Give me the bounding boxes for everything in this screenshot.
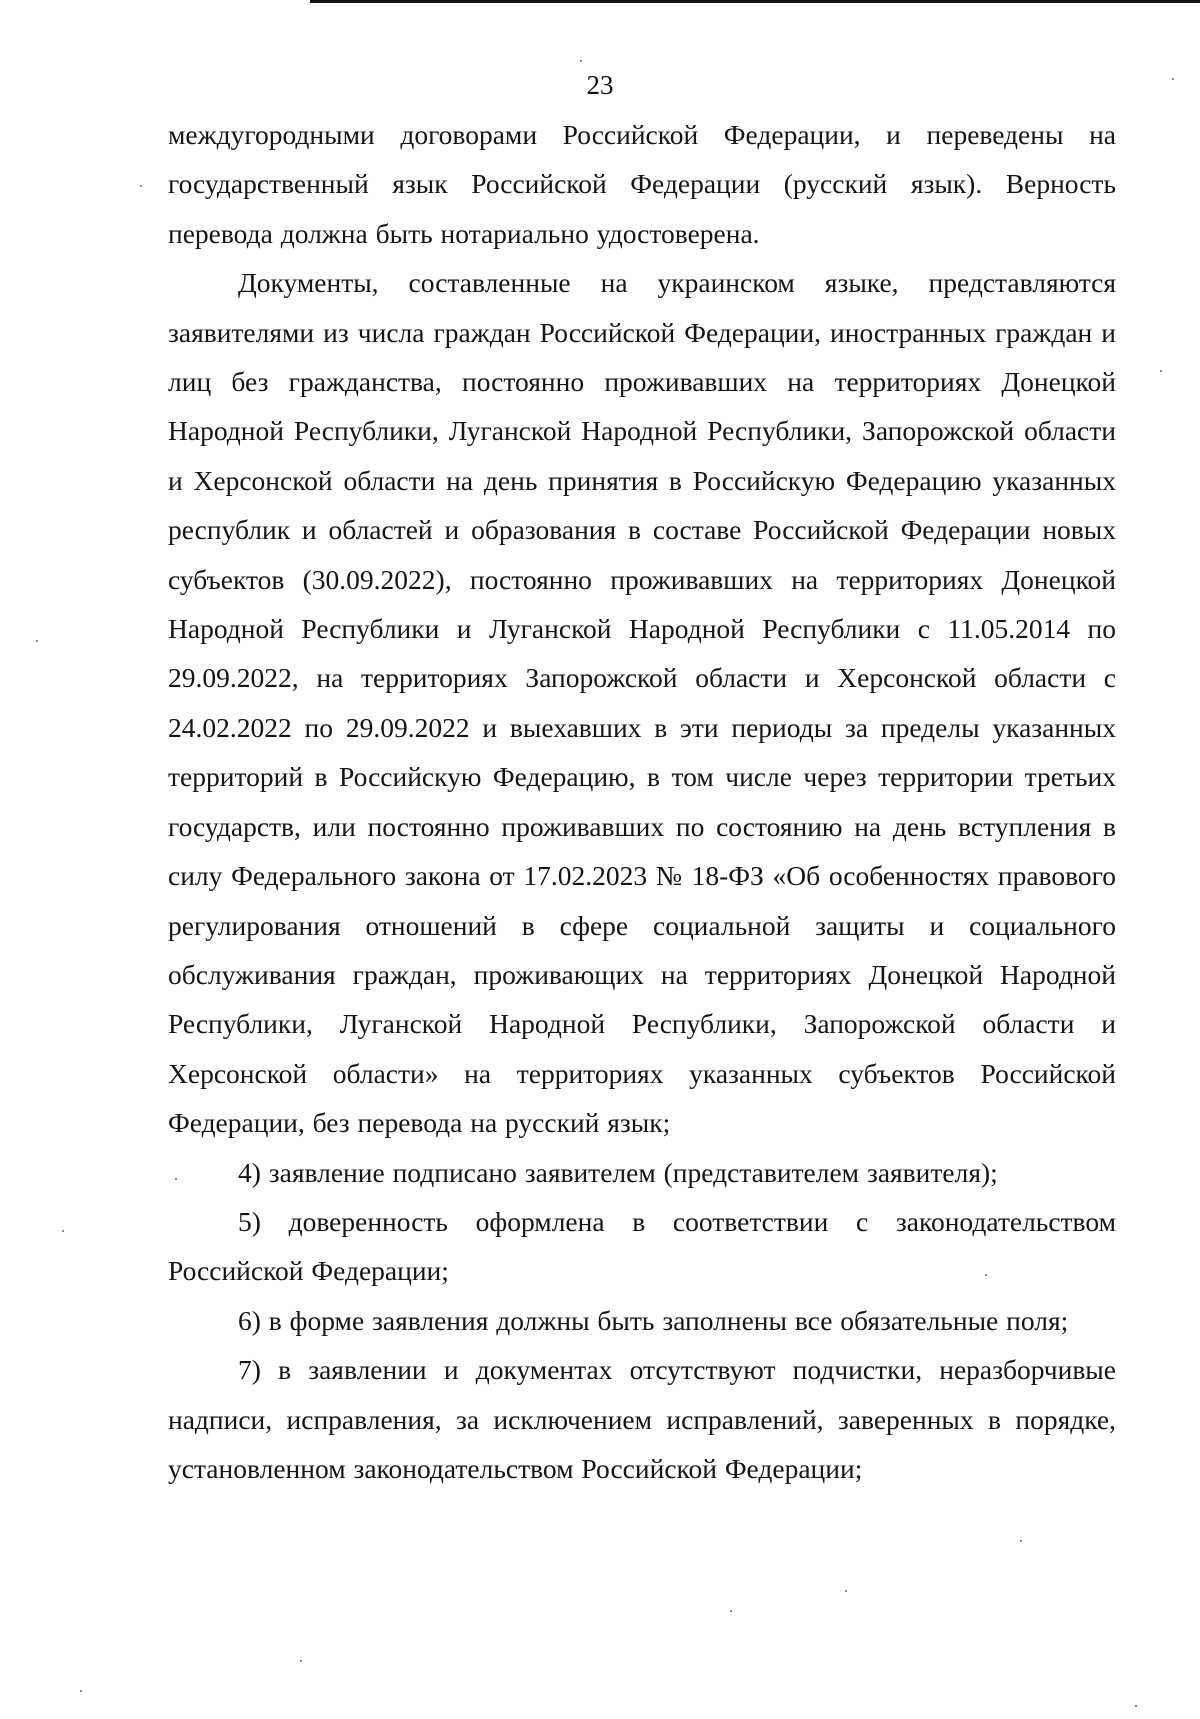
scan-speck	[580, 60, 582, 62]
paragraph-ukrainian-documents: Документы, составленные на украинском языке, представляются заявителями из числа граждан Российской Федерации, иностранных граждан и лиц без гражданства, постоянно проживавших на территориях Донецкой Народной Республики, Луганской Народной Республики, Запорожской области и Херсонской области на день принятия в Российскую Федерацию указанных республик и областей и образования в составе Российской Федерации новых субъектов (30.09.2022), постоянно проживавших на территориях Донецкой Народной Республики и Луганской Народной Республики с 11.05.2014 по 29.09.2022, на территориях Запорожской области и Херсонской области с 24.02.2022 по 29.09.2022 и выехавших в эти периоды за пределы указанных территорий в Российскую Федерацию, в том числе через территории третьих государств, или постоянно проживавших по состоянию на день вступления в силу Федерального закона от 17.02.2023 № 18-ФЗ «Об особенностях правового регулирования отношений в сфере социальной защиты и социального обслуживания граждан, проживающих на территориях Донецкой Народной Республики, Луганской Народной Республики, Запорожской области и Херсонской области» на территориях указанных субъектов Российской Федерации, без перевода на русский язык;	[168, 267, 1116, 1139]
list-item-7: 7) в заявлении и документах отсутствуют подчистки, неразборчивые надписи, исправления, за исключением исправлений, заверенных в порядке, установленном законодательством Российской Федерации;	[168, 1354, 1116, 1484]
top-rule	[310, 0, 1200, 3]
scan-speck	[80, 1690, 82, 1692]
scan-speck	[1135, 1705, 1137, 1707]
scan-speck	[985, 1274, 987, 1276]
scan-speck	[36, 640, 38, 642]
list-item-4: 4) заявление подписано заявителем (представителем заявителя);	[238, 1156, 998, 1188]
scan-speck	[140, 185, 142, 187]
list-item-5: 5) доверенность оформлена в соответствии с законодательством Российской Федерации;	[168, 1205, 1116, 1287]
paragraph-continuation: междугородными договорами Российской Федерации, и переведены на государственный язык Российской Федерации (русский язык). Верность перевода должна быть нотариально удостоверена.	[168, 119, 1116, 249]
scan-speck	[300, 1660, 302, 1662]
scan-speck	[175, 1178, 177, 1180]
scan-speck	[62, 1230, 64, 1232]
scan-speck	[845, 1590, 847, 1592]
scan-speck	[1160, 370, 1162, 372]
document-body	[168, 110, 1116, 1493]
scan-speck	[1172, 78, 1174, 80]
page-number: 23	[586, 70, 614, 100]
scan-speck	[1020, 1540, 1022, 1542]
list-item-6: 6) в форме заявления должны быть заполнены все обязательные поля;	[238, 1304, 1069, 1336]
scan-speck	[730, 1610, 732, 1612]
